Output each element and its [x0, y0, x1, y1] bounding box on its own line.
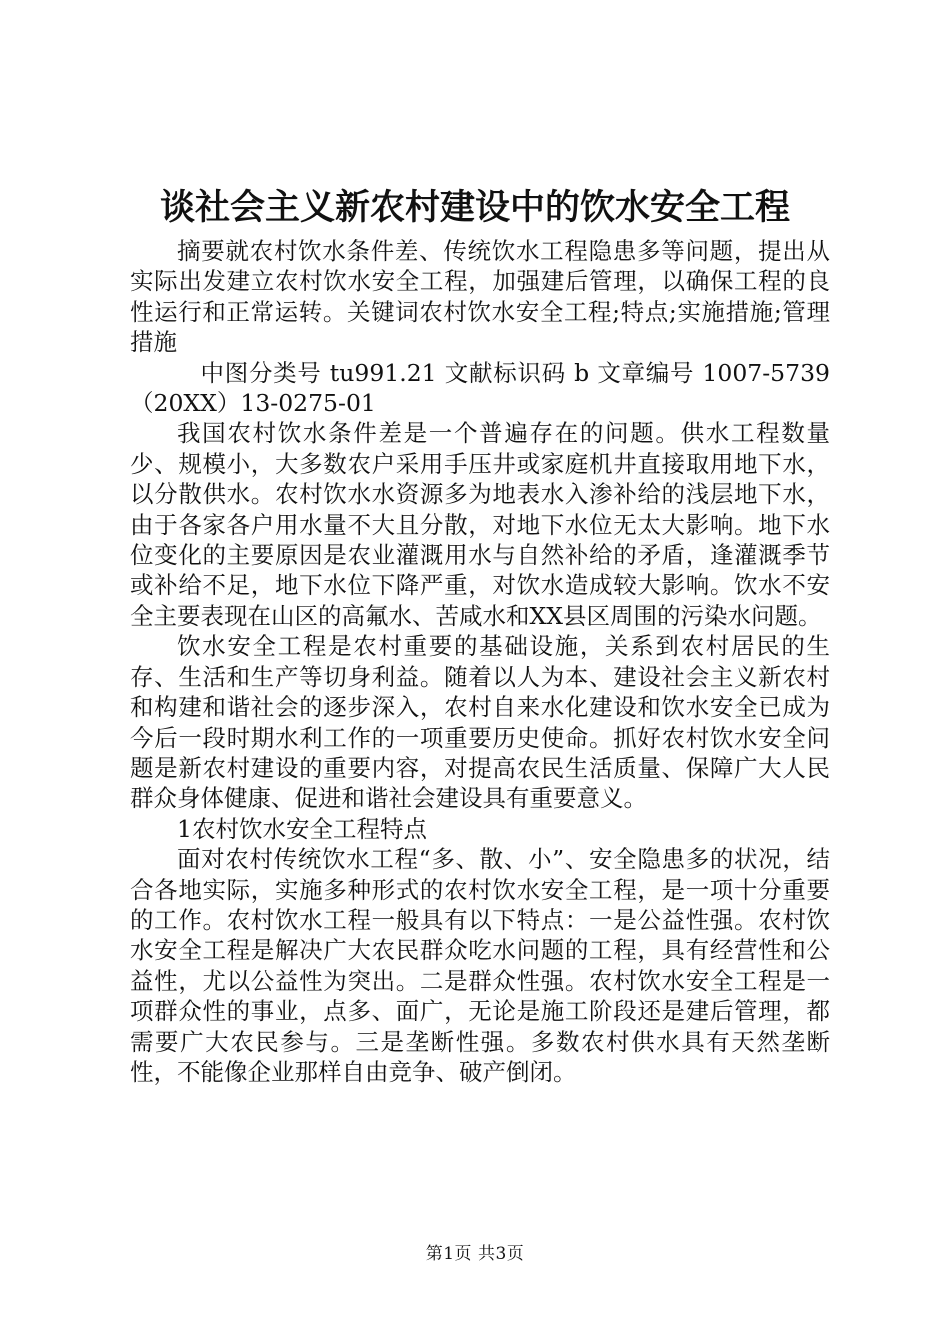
document-title: 谈社会主义新农村建设中的饮水安全工程	[159, 187, 790, 228]
body-paragraph-3: 面对农村传统饮水工程“多、散、小”、安全隐患多的状况，结合各地实际，实施多种形式的农村饮水安全工程，是一项十分重要的工作。农村饮水工程一般具有以下特点：一是公益性强。农村饮水安全工程是解决广大农民群众吃水问题的工程，具有经营性和公益性，尤以公益性为突出。二是群众性强。农村饮水安全工程是一项群众性的事业，点多、面广，无论是施工阶段还是建后管理，都需要广大农民参与。三是垄断性强。多数农村供水具有天然垄断性，不能像企业那样自由竞争、破产倒闭。	[130, 845, 830, 1086]
page-footer: 第1页 共3页	[425, 1244, 525, 1264]
section-heading-1: 1农村饮水安全工程特点	[177, 814, 427, 843]
body-paragraph-1: 我国农村饮水条件差是一个普遍存在的问题。供水工程数量少、规模小，大多数农户采用手压井或家庭机井直接取用地下水，以分散供水。农村饮水水资源多为地表水入渗补给的浅层地下水，由于各家各户用水量不大且分散，对地下水位无太大影响。地下水位变化的主要原因是农业灌溉用水与自然补给的矛盾，逢灌溉季节或补给不足，地下水位下降严重，对饮水造成较大影响。饮水不安全主要表现在山区的高氟水、苦咸水和XX县区周围的污染水问题。	[130, 419, 830, 630]
document-body	[130, 236, 830, 1087]
classification-paragraph: 中图分类号 tu991.21 文献标识码 b 文章编号 1007-5739（20XX）13-0275-01	[130, 358, 830, 418]
abstract-paragraph: 摘要就农村饮水条件差、传统饮水工程隐患多等问题，提出从实际出发建立农村饮水安全工程，加强建后管理，以确保工程的良性运行和正常运转。关键词农村饮水安全工程;特点;实施措施;管理措施	[130, 237, 830, 357]
body-paragraph-2: 饮水安全工程是农村重要的基础设施，关系到农村居民的生存、生活和生产等切身利益。随着以人为本、建设社会主义新农村和构建和谐社会的逐步深入，农村自来水化建设和饮水安全已成为今后一段时期水利工作的一项重要历史使命。抓好农村饮水安全问题是新农村建设的重要内容，对提高农民生活质量、保障广大人民群众身体健康、促进和谐社会建设具有重要意义。	[130, 632, 830, 813]
